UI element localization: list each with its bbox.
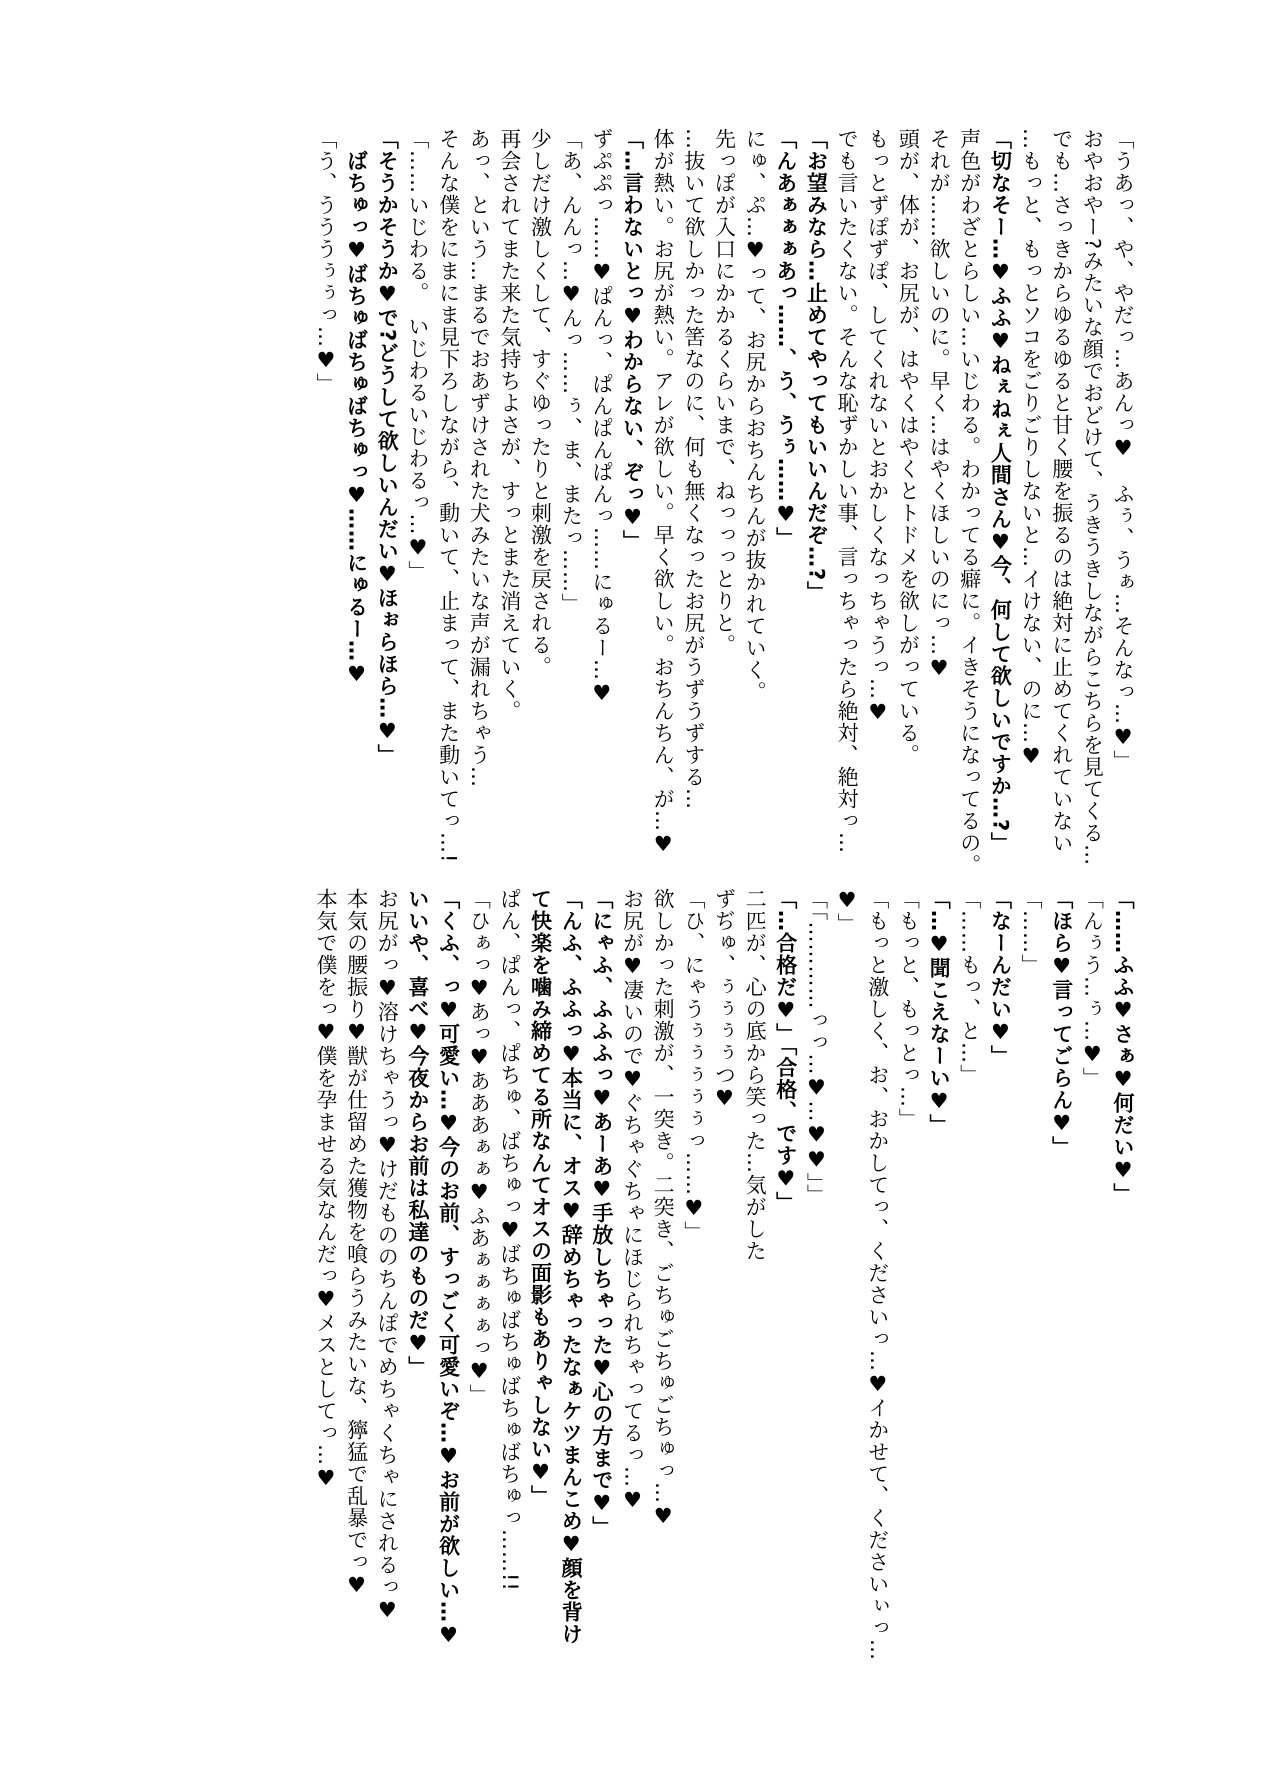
text-line: 「にゃふ、ふふふっ♥あーあ♥手放しちゃった♥心の方まで♥」 (589, 888, 614, 1538)
text-line: 「「…………っっ…♥…♥♥」」 (804, 888, 829, 1206)
text-line: おやおやー?みたいな顔でおどけて、うきうきしながらこちらを見てくる… (1080, 128, 1105, 867)
text-line: 少しだけ激しくして、すぐゆったりと刺激を戻される。 (528, 128, 553, 678)
text-line: 「もっと、もっとっ…」 (896, 888, 921, 1130)
text-line: 「ひ、にゃうぅぅぅぅぅっ……♥」 (681, 888, 706, 1243)
text-line: 「う、うううぅぅっ…♥」 (313, 128, 338, 395)
text-line: 「ひぁっ♥あっ♥あああぁぁ♥ふあぁぁぁぁっ♥」 (467, 888, 492, 1406)
text-line: あっ、という…まるでおあずけされた犬みたいな声が漏れちゃう… (467, 128, 492, 788)
text-line: お尻が♥凄いので♥ぐちゃぐちゃにほじられちゃってるっ…♥ (620, 888, 645, 1513)
text-line: 「……もっ、と…」 (957, 888, 982, 1086)
text-line: ばちゅっ♥ばちゅばちゅばちゅっ♥……にゅるー…♥ (344, 150, 369, 687)
text-line: 欲しかった刺激が、一突き。二突き、ごちゅごちゅごちゅっ…♥ (651, 888, 676, 1529)
text-line: 二匹が、心の底から笑った…気がした (743, 888, 768, 1262)
text-line: 「んふ、ふふっ♥本当に、オス♥辞めちゃったなぁケツまんこめ♥顔を背けて快楽を噛み締めてる所なんてオスの面影もありゃしない♥」 (528, 888, 584, 1645)
text-line: 「…合格だ♥」「合格、です♥」 (773, 888, 798, 1214)
text-line: 「そうかそうか♥で?どうして欲しいんだい♥ほぉらほら…♥」 (375, 128, 400, 767)
text-line: 体が熱い。お尻が熱い。アレが欲しい。早く欲しい。おちんちん、が…♥ (651, 128, 676, 857)
text-line: 「……」 (1019, 888, 1044, 976)
text-line: 「んあぁぁぁあっ……、う、うぅ……♥」 (773, 128, 798, 549)
text-line: 先っぽが入口にかかるくらいまで、ねっっっとりと。 (712, 128, 737, 656)
text-line: 本気で僕をっ♥僕を孕ませる気なんだっ♥メスとしてっ…♥ (313, 888, 338, 1491)
text-line: でも…さっきからゆるゆると甘く腰を振るのは絶対に止めてくれていない (1049, 128, 1074, 854)
text-line: 「切なそー…♥ふふ♥ねぇねぇ人間さん♥今、何して欲しいですか…?」 (988, 128, 1013, 855)
text-line: 声色がわざとらしい…いじわる。わかってる癖に。イきそうになってるの。 (957, 128, 982, 876)
text-line: でも言いたくない。そんな恥ずかしい事、言っちゃったら絶対、絶対っ… (835, 128, 860, 854)
text-line: 「あ、んんっ…♥んっ……ぅ、ま、またっ……」 (559, 128, 584, 615)
text-line: 再会されてまた来た気持ちよさが、すっとまた消えていく。 (497, 128, 522, 722)
text-line: ずぷぷっ……♥ぱんっ、ぱんぱんぱんっ……にゅるー…♥ (589, 128, 614, 706)
text-line: ずぢゅ、ぅぅぅぅつ♥ (712, 888, 737, 1111)
text-line: 「うあっ、や、やだっ…あんっ♥ ふぅ、うぁ…そんなっ…♥」 (1111, 128, 1135, 772)
text-line: 「…言わないとっ♥わからない、ぞっ♥」 (620, 128, 645, 552)
text-line: にゅ、ぷ…♥って、お尻からおちんちんが抜かれていく。 (743, 128, 768, 703)
text-line: ぱん、ぱんっ、ぱちゅ、ばちゅっ♥ばちゅばちゅばちゅばちゅっ……!! (497, 888, 522, 1592)
text-line: 「お望みなら…止めてやってもいいんだぞ…?」 (804, 128, 829, 604)
text-line: 頭が、体が、お尻が、はやくはやくとトドメを欲しがっている。 (896, 128, 921, 766)
text-line: 「……いじわる。 いじわるいじわるっ…♥」 (405, 128, 430, 583)
text-line: もっとずぽずぽ、してくれないとおかしくなっちゃうっ…♥ (865, 128, 890, 725)
text-line: …もっと、もっとソコをごりごりしないと…イけない、のに…♥ (1019, 128, 1044, 769)
text-line: 「もっと激しく、お、おかしてっ、くださいっ…♥イかせて、くださいぃっ…♥」 (835, 888, 890, 1661)
text-line: それが……欲しいのに。早く…はやくほしいのにっ…♥ (927, 128, 952, 681)
text-line: 「んぅう…ぅ…♥」 (1080, 888, 1105, 1089)
text-line: お尻がっ♥溶けちゃうっ♥けだもののちんぽでめちゃくちゃにされるっ♥ (375, 888, 400, 1623)
text-line: 本気の腰振り♥獣が仕留めた獲物を喰らうみたいな、獰猛で乱暴でっ♥ (344, 888, 369, 1598)
top-text-block (100, 128, 1138, 876)
text-line: そんな僕をにまにま見下ろしながら、動いて、止まって、また動いてっ…! (436, 128, 461, 864)
bottom-text-block (92, 888, 1138, 1666)
text-line: 「……ふふ♥さぁ♥何だい♥」 (1111, 888, 1135, 1205)
text-line: 「ほら♥言ってごらん♥」 (1049, 888, 1074, 1158)
text-line: …抜いて欲しかった筈なのに、何も無くなったお尻がうずうずする… (681, 128, 706, 810)
text-line: 「…♥聞こえなーい♥」 (927, 888, 952, 1136)
text-line: 「くふ、っ♥可愛い…♥今のお前、すっごく可愛いぞ…♥お前が欲しい…♥いいや、喜べ♥今夜からお前は私達のものだ♥」 (405, 888, 461, 1648)
text-line: 「なーんだい♥」 (988, 888, 1013, 1067)
